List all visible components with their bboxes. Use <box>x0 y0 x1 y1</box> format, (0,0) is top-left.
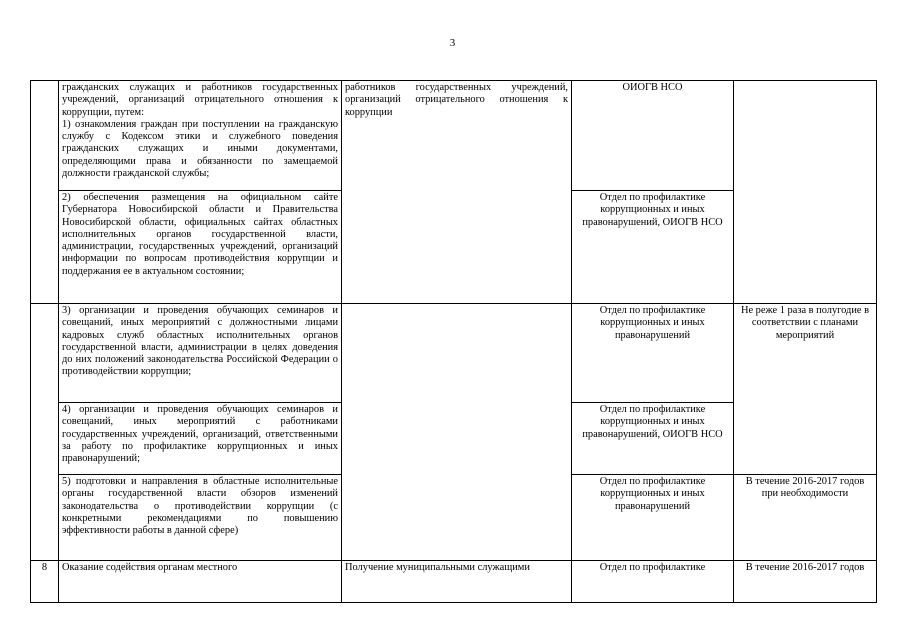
term-cell: В течение 2016-2017 годов <box>734 561 877 603</box>
measure-cell: 4) организации и проведения обучающих семинаров и совещаний, иных мероприятий с работниками государственных учреждений, организаций, ответственными за работу по профилактике коррупционных и иных правонарушений; <box>59 403 342 475</box>
executor-cell: Отдел по профилактике коррупционных и иных правонарушений, ОИОГВ НСО <box>572 403 734 475</box>
result-cell: Получение муниципальными служащими <box>342 561 572 603</box>
table-row <box>31 304 877 403</box>
measure-cell: 2) обеспечения размещения на официальном сайте Губернатора Новосибирской области и Правительства Новосибирской области, официальных сайтах областных исполнительных органов государственной власти, администрации, государственных учреждений, организаций информации по вопросам противодействия коррупции и поддержания ее в актуальном состоянии; <box>59 191 342 304</box>
result-cell: работников государственных учреждений, организаций отрицательного отношения к коррупции <box>342 81 572 304</box>
measure-cell: Оказание содействия органам местного <box>59 561 342 603</box>
term-cell: В течение 2016-2017 годов при необходимости <box>734 475 877 561</box>
executor-cell: Отдел по профилактике коррупционных и иных правонарушений <box>572 304 734 403</box>
row-number-cell <box>31 304 59 561</box>
table-row <box>31 561 877 603</box>
term-cell: Не реже 1 раза в полугодие в соответствии с планами мероприятий <box>734 304 877 475</box>
executor-cell: Отдел по профилактике коррупционных и иных правонарушений, ОИОГВ НСО <box>572 191 734 304</box>
result-cell <box>342 304 572 561</box>
measure-intro-text: гражданских служащих и работников государственных учреждений, организаций отрицательного отношения к коррупции, путем: <box>62 82 338 118</box>
term-cell <box>734 81 877 304</box>
table-row <box>31 81 877 191</box>
executor-cell: ОИОГВ НСО <box>572 81 734 191</box>
executor-cell: Отдел по профилактике коррупционных и иных правонарушений <box>572 475 734 561</box>
executor-cell: Отдел по профилактике <box>572 561 734 603</box>
measure-item-text: 1) ознакомления граждан при поступлении на гражданскую службу с Кодексом этики и служебного поведения гражданских служащих и иными документами, определяющими права и обязанности по замещаемой должности гражданской службы; <box>62 118 338 180</box>
page-number: 3 <box>449 37 456 49</box>
measures-table <box>30 80 877 603</box>
row-number-cell: 8 <box>31 561 59 603</box>
measure-cell: 3) организации и проведения обучающих семинаров и совещаний, иных мероприятий с должностными лицами кадровых служб областных исполнительных органов государственной власти, администрации в целях доведения до них положений законодательства Российской Федерации о противодействии коррупции; <box>59 304 342 403</box>
measure-cell <box>59 81 342 191</box>
row-number-cell <box>31 81 59 304</box>
measure-cell: 5) подготовки и направления в областные исполнительные органы государственной власти обзоров изменений законодательства о противодействии коррупции (с конкретными рекомендациями по повышению эффективности работы в данной сфере) <box>59 475 342 561</box>
